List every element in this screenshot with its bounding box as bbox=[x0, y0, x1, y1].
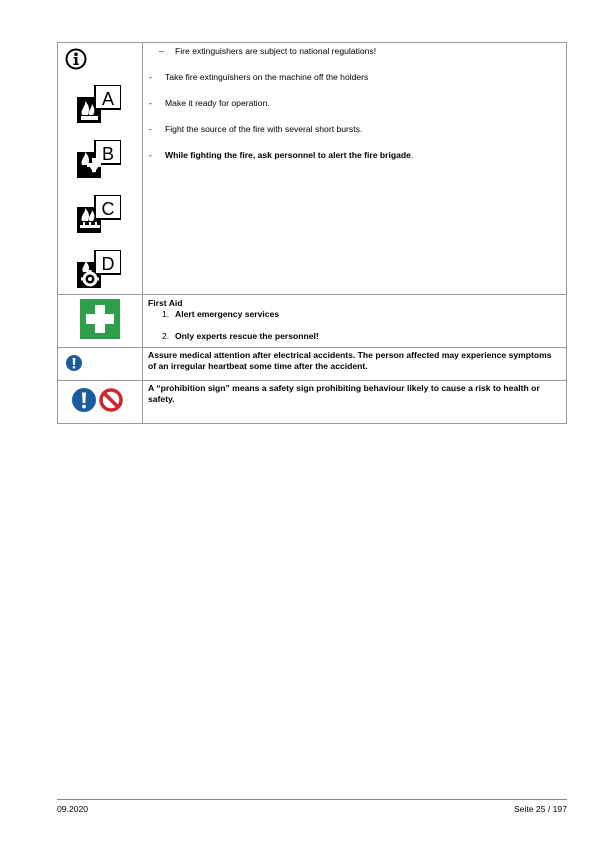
prohibition-text: A “prohibition sign” means a safety sign prohibiting behaviour likely to cause a risk to health or safety. bbox=[148, 383, 540, 404]
electrical-warning-icon-cell bbox=[58, 348, 143, 381]
fire-class-a-icon bbox=[77, 85, 121, 123]
fire-line-ready bbox=[149, 98, 560, 109]
dash-marker: - bbox=[149, 98, 152, 108]
prohibition-icon bbox=[99, 388, 123, 412]
mandatory-exclamation-icon bbox=[72, 388, 96, 412]
info-icon bbox=[65, 48, 87, 70]
fire-line-text: Fire extinguishers are subject to national regulations! bbox=[175, 46, 377, 56]
fire-line-alert bbox=[149, 150, 560, 161]
fire-class-a-letter: A bbox=[101, 89, 115, 109]
fire-row bbox=[58, 43, 567, 295]
fire-class-b-icon bbox=[77, 140, 121, 178]
fire-class-c-icon bbox=[77, 195, 121, 233]
prohibition-row bbox=[58, 381, 567, 424]
fire-line-text: Take fire extinguishers on the machine off the holders bbox=[165, 72, 369, 82]
footer-page-number: Seite 25 / 197 bbox=[513, 804, 567, 814]
first-aid-icon-cell bbox=[58, 295, 143, 348]
first-aid-item-2 bbox=[148, 331, 561, 342]
first-aid-row bbox=[58, 295, 567, 348]
fire-class-d-letter: D bbox=[101, 254, 115, 274]
footer-divider bbox=[57, 799, 567, 800]
dash-marker: - bbox=[149, 72, 152, 82]
prohibition-icon-cell bbox=[58, 381, 143, 424]
fire-line-take-off bbox=[149, 72, 560, 83]
first-aid-item-1 bbox=[148, 309, 561, 320]
prohibition-text-cell bbox=[143, 381, 567, 424]
dash-marker: - bbox=[149, 150, 152, 160]
fire-class-b-letter: B bbox=[101, 144, 115, 164]
list-number: 2. bbox=[162, 331, 170, 341]
electrical-warning-row bbox=[58, 348, 567, 381]
fire-line-regulations bbox=[149, 46, 560, 57]
fire-line-text: Fight the source of the fire with several short bursts. bbox=[165, 124, 363, 134]
first-aid-cross-icon bbox=[80, 299, 120, 339]
electrical-warning-text: Assure medical attention after electrical accidents. The person affected may experience symptoms of an irregular heartbeat some time after the accident. bbox=[148, 350, 552, 371]
fire-text-cell bbox=[143, 43, 567, 295]
mandatory-exclamation-icon bbox=[66, 355, 82, 371]
fire-line-text bbox=[165, 150, 413, 161]
fire-line-fight bbox=[149, 124, 560, 135]
fire-class-c-letter: C bbox=[101, 199, 115, 219]
alert-suffix: . bbox=[410, 150, 414, 160]
fire-icons-cell bbox=[58, 43, 143, 295]
first-aid-text-cell bbox=[143, 295, 567, 348]
dash-marker: – bbox=[159, 46, 164, 56]
fire-line-text: Make it ready for operation. bbox=[165, 98, 270, 108]
list-item-text: Alert emergency services bbox=[175, 309, 280, 319]
list-number: 1. bbox=[162, 309, 170, 319]
fire-class-d-icon bbox=[77, 250, 121, 288]
electrical-warning-text-cell bbox=[143, 348, 567, 381]
list-item-text: Only experts rescue the personnel! bbox=[175, 331, 319, 341]
safety-table bbox=[57, 42, 567, 424]
alert-bold-text: While fighting the fire, ask personnel to alert the fire brigade bbox=[165, 150, 411, 160]
first-aid-title: First Aid bbox=[148, 298, 183, 308]
footer-date: 09.2020 bbox=[57, 804, 89, 814]
dash-marker: - bbox=[149, 124, 152, 134]
